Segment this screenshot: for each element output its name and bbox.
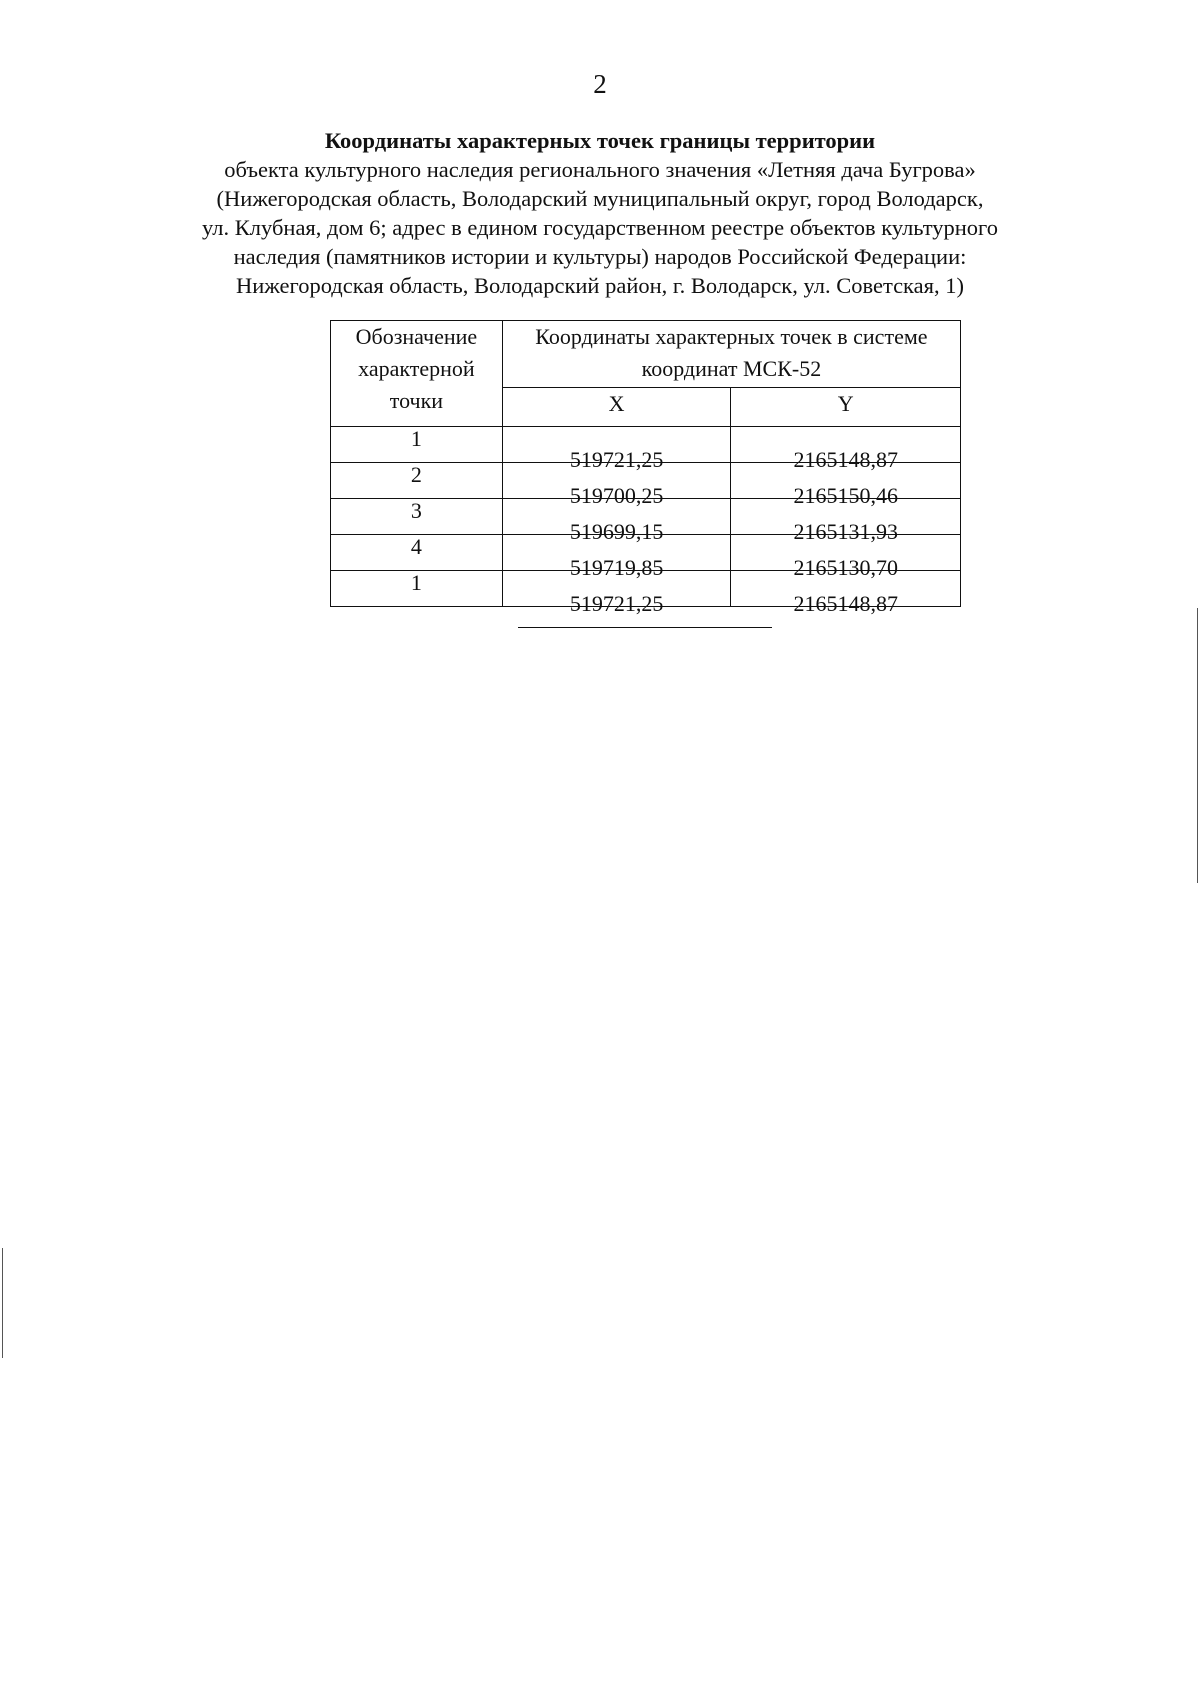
- scan-margin-mark: [2, 1248, 3, 1358]
- cell-point: 1: [331, 427, 503, 463]
- table-row: [331, 427, 961, 463]
- cell-y: [731, 535, 961, 580]
- cell-point: 1: [331, 571, 503, 607]
- heading-line: наследия (памятников истории и культуры) народов Российской Федерации:: [233, 244, 967, 269]
- cell-point: 2: [331, 463, 503, 499]
- heading-title: Координаты характерных точек границы территории: [324, 128, 876, 153]
- cell-x-value: 519699,15: [569, 519, 664, 544]
- cell-y-value: 2165148,87: [793, 591, 898, 616]
- page-number: 2: [593, 69, 607, 99]
- table-row: [331, 499, 961, 535]
- cell-x: [502, 571, 731, 616]
- header-coordinate-system: Координаты характерных точек в системе координат МСК-52: [502, 321, 960, 388]
- table-row: [331, 463, 961, 499]
- cell-x-value: 519700,25: [569, 483, 664, 508]
- cell-y: [731, 427, 961, 472]
- heading-line: Нижегородская область, Володарский район, г. Володарск, ул. Советская, 1): [236, 273, 964, 298]
- document-heading: [140, 126, 1060, 300]
- heading-line: (Нижегородская область, Володарский муниципальный округ, город Володарск,: [216, 186, 984, 211]
- scan-margin-mark: [1197, 608, 1198, 883]
- heading-line: ул. Клубная, дом 6; адрес в едином государственном реестре объектов культурного: [202, 215, 998, 240]
- header-y: Y: [731, 388, 961, 427]
- cell-point: 4: [331, 535, 503, 571]
- cell-x: [502, 499, 731, 544]
- cell-y-value: 2165131,93: [793, 519, 898, 544]
- header-x: X: [502, 388, 731, 427]
- cell-y: [731, 571, 961, 616]
- table-row: [331, 535, 961, 571]
- coordinates-table: [330, 320, 961, 616]
- cell-y: [731, 499, 961, 544]
- cell-x: [502, 535, 731, 580]
- cell-y-value: 2165148,87: [793, 447, 898, 472]
- cell-y-value: 2165130,70: [793, 555, 898, 580]
- cell-x-value: 519719,85: [569, 555, 664, 580]
- cell-point: 3: [331, 499, 503, 535]
- cell-y: [731, 463, 961, 508]
- heading-line: объекта культурного наследия регионального значения «Летняя дача Бугрова»: [224, 157, 976, 182]
- cell-x-value: 519721,25: [569, 591, 664, 616]
- cell-x: [502, 427, 731, 472]
- cell-y-value: 2165150,46: [793, 483, 898, 508]
- closing-rule: [518, 627, 772, 628]
- cell-x-value: 519721,25: [569, 447, 664, 472]
- table-row: [331, 571, 961, 607]
- header-point-designation: Обозначение характерной точки: [331, 321, 503, 427]
- cell-x: [502, 463, 731, 508]
